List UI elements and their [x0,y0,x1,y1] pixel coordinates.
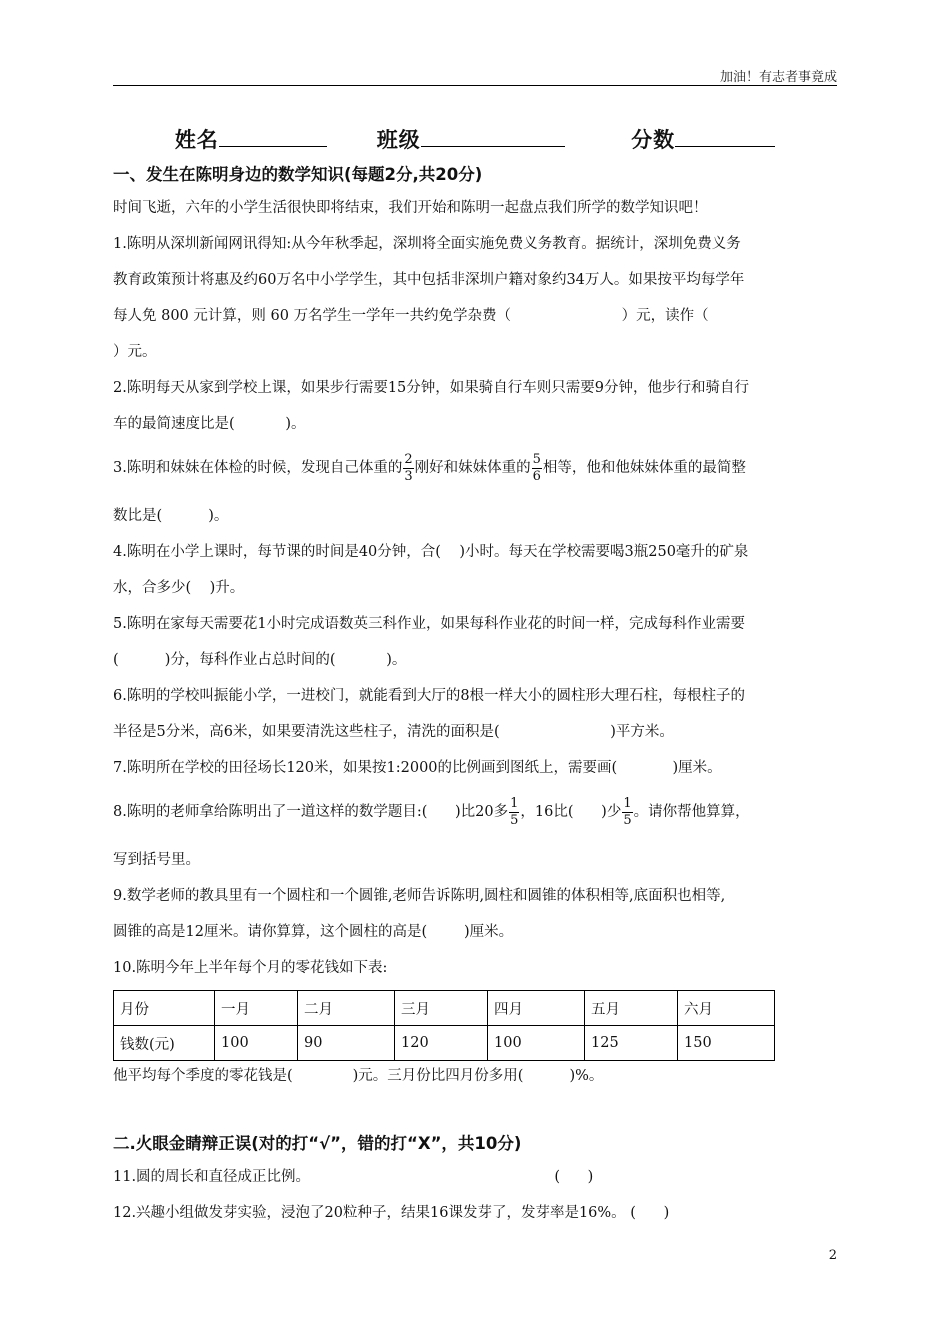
table-cell: 90 [298,1026,395,1061]
question-2-line-1: 2.陈明每天从家到学校上课，如果步行需要15分钟，如果骑自行车则只需要9分钟，他步行和骑自行 [113,380,750,396]
question-12: 12.兴趣小组做发芽实验，浸泡了20粒种子，结果16课发芽了，发芽率是16%。 ( ) [113,1205,670,1221]
question-4-line-2: 水，合多少( )升。 [113,580,245,596]
fraction-denominator: 5 [623,812,632,828]
section2-title: 二.火眼金睛辩正误(对的打“√”，错的打“X”，共10分) [113,1134,522,1153]
question-1-line-3: 每人免 800 元计算，则 60 万名学生一学年一共约免学杂费（ ）元，读作（ [113,308,709,324]
table-cell: 120 [395,1026,488,1061]
name-blank[interactable] [219,128,327,147]
question-8-line-1 [113,786,837,838]
question-3-line-1 [113,442,837,494]
table-cell: 四月 [488,991,585,1026]
question-3-line-2: 数比是( )。 [113,508,229,524]
table-cell: 三月 [395,991,488,1026]
question-10: 10.陈明今年上半年每个月的零花钱如下表: [113,960,388,976]
question-9-line-2: 圆锥的高是12厘米。请你算算，这个圆柱的高是( )厘米。 [113,924,514,940]
fraction-numerator: 1 [623,795,632,811]
section1-intro: 时间飞逝，六年的小学生活很快即将结束，我们开始和陈明一起盘点我们所学的数学知识吧！ [113,200,708,216]
section1-title: 一、发生在陈明身边的数学知识(每题2分,共20分) [113,165,483,184]
score-blank[interactable] [675,128,775,147]
table-cell: 125 [585,1026,678,1061]
question-8-text-b: ，16比( )少 [520,804,622,820]
question-1-line-1: 1.陈明从深圳新闻网讯得知:从今年秋季起，深圳将全面实施免费义务教育。据统计，深圳免费义务 [113,236,741,252]
question-3-text-b: 刚好和妹妹体重的 [414,460,531,476]
table-cell: 100 [215,1026,298,1061]
table-cell: 五月 [585,991,678,1026]
question-1-line-2: 教育政策预计将惠及约60万名中小学学生，其中包括非深圳户籍对象约34万人。如果按平均每学年 [113,272,745,288]
fraction-numerator: 5 [532,451,541,467]
header-motto: 加油！有志者事竟成 [719,70,837,85]
question-11: 11.圆的周长和直径成正比例。 ( ) [113,1169,594,1185]
question-6-line-2: 半径是5分米，高6米，如果要清洗这些柱子，清洗的面积是( )平方米。 [113,724,674,740]
fraction-one-fifth [509,796,519,829]
question-10-followup: 他平均每个季度的零花钱是( )元。三月份比四月份多用( )%。 [113,1068,604,1084]
fraction-five-sixths [532,452,542,485]
fraction-denominator: 3 [404,468,413,484]
fraction-numerator: 2 [404,451,413,467]
fraction-denominator: 6 [532,468,541,484]
fraction-denominator: 5 [510,812,519,828]
question-3-text-c: 相等，他和他妹妹体重的最简整 [542,460,746,476]
question-8-text-c: 。请你帮他算算， [633,804,750,820]
exam-content [113,160,837,1231]
question-9-line-1: 9.数学老师的教具里有一个圆柱和一个圆锥,老师告诉陈明,圆柱和圆锥的体积相等,底面积也相等, [113,888,726,904]
table-cell: 钱数(元) [114,1026,215,1061]
table-row [114,991,775,1026]
table-row [114,1026,775,1061]
question-5-line-2: ( )分，每科作业占总时间的( )。 [113,652,407,668]
fraction-two-thirds [403,452,413,485]
score-label: 分数 [631,127,676,152]
table-cell: 一月 [215,991,298,1026]
class-label: 班级 [376,127,421,152]
fraction-numerator: 1 [510,795,519,811]
table-cell: 二月 [298,991,395,1026]
table-cell: 六月 [678,991,775,1026]
fraction-one-fifth [622,796,632,829]
header-rule [113,85,837,86]
table-cell: 100 [488,1026,585,1061]
question-7: 7.陈明所在学校的田径场长120米，如果按1:2000的比例画到图纸上，需要画( )厘米。 [113,760,722,776]
question-1-line-4: ）元。 [113,344,157,360]
student-info-line [0,124,950,154]
name-label: 姓名 [174,127,219,152]
question-4-line-1: 4.陈明在小学上课时，每节课的时间是40分钟，合( )小时。每天在学校需要喝3瓶250毫升的矿泉 [113,544,749,560]
class-blank[interactable] [421,128,565,147]
question-8-text-a: 8.陈明的老师拿给陈明出了一道这样的数学题目:( )比20多 [113,804,509,820]
page-number: 2 [828,1248,837,1263]
question-8-line-2: 写到括号里。 [113,852,200,868]
question-5-line-1: 5.陈明在家每天需要花1小时完成语数英三科作业，如果每科作业花的时间一样，完成每科作业需要 [113,616,746,632]
question-6-line-1: 6.陈明的学校叫振能小学，一进校门，就能看到大厅的8根一样大小的圆柱形大理石柱，每根柱子的 [113,688,746,704]
question-3-text-a: 3.陈明和妹妹在体检的时候，发现自己体重的 [113,460,403,476]
question-2-line-2: 车的最简速度比是( )。 [113,416,306,432]
table-cell: 月份 [114,991,215,1026]
table-cell: 150 [678,1026,775,1061]
allowance-table [113,990,775,1061]
